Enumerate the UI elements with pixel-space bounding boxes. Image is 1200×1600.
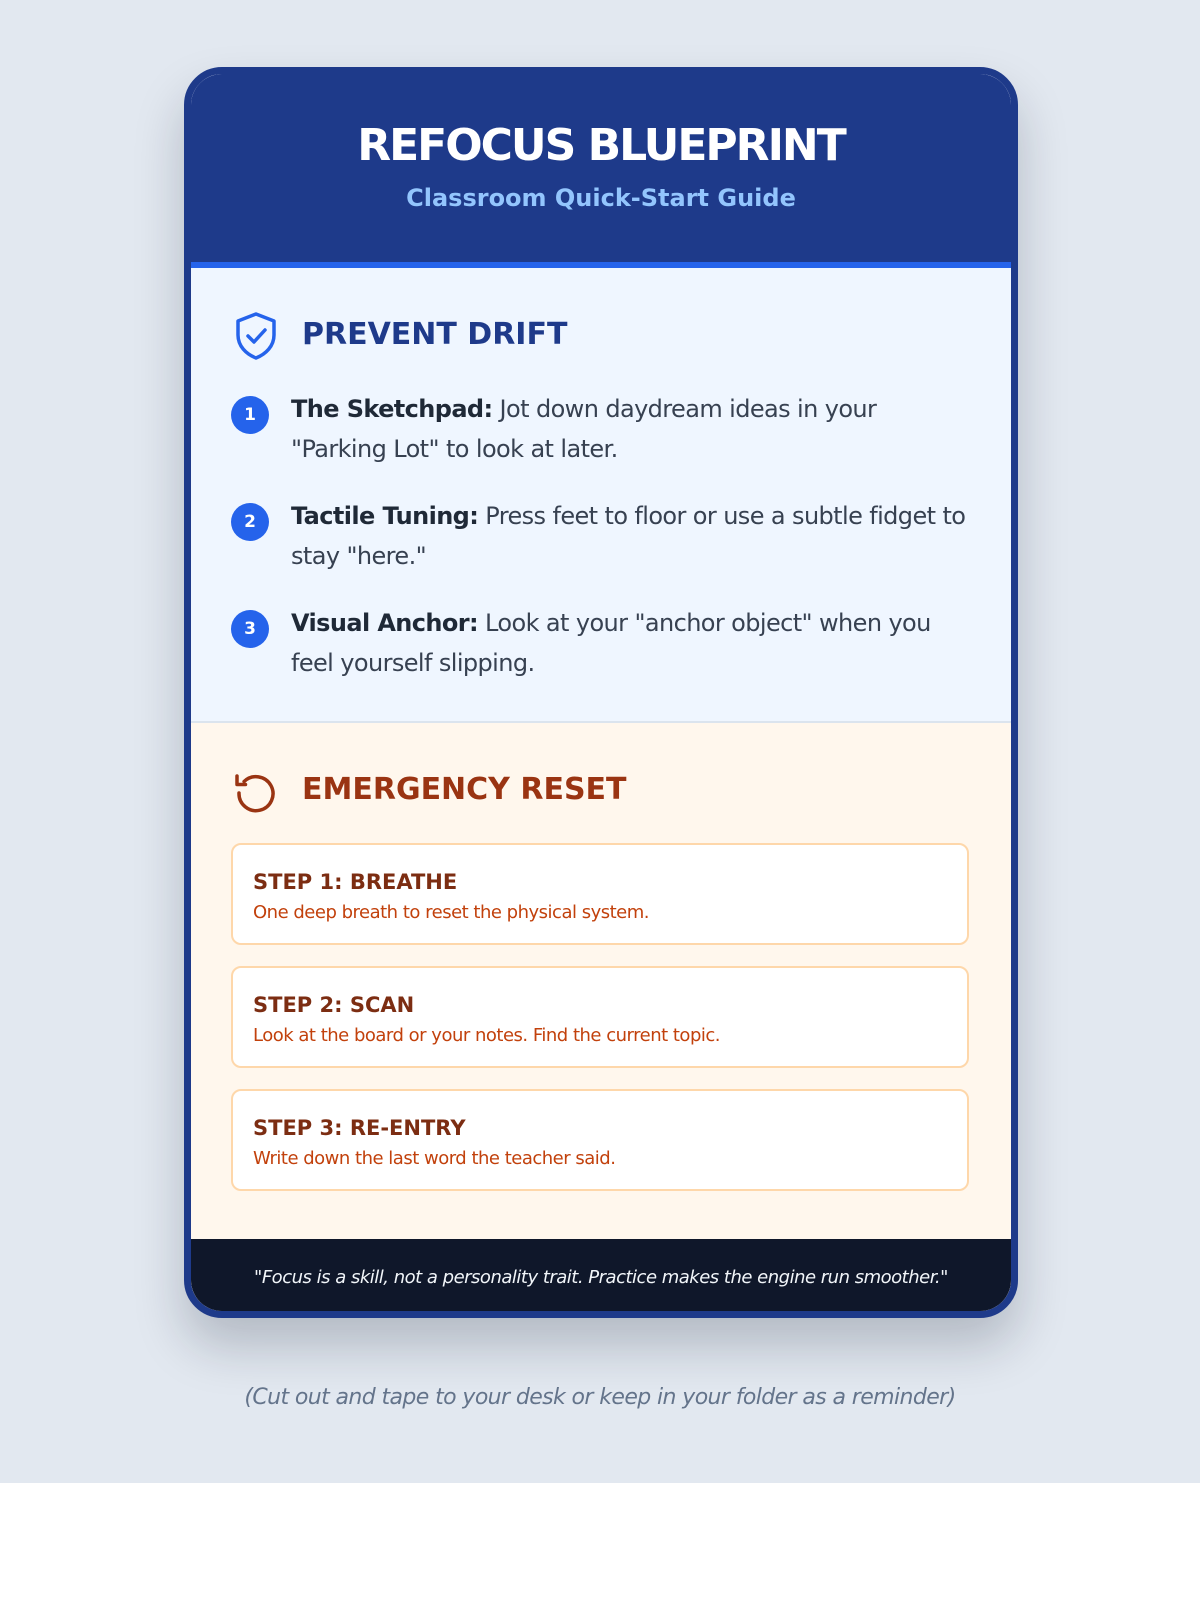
tip-label: Tactile Tuning: <box>291 502 479 530</box>
footer-quote: "Focus is a skill, not a personality trait. Practice makes the engine run smoother." <box>254 1267 948 1288</box>
card-footer <box>191 1239 1011 1318</box>
reset-step-card <box>231 843 969 945</box>
refocus-card <box>184 67 1018 1318</box>
rotate-ccw-icon <box>231 765 281 817</box>
step-title: STEP 2: SCAN <box>253 993 415 1017</box>
card-title: REFOCUS BLUEPRINT <box>357 120 845 171</box>
reset-step-card <box>231 966 969 1068</box>
prevent-drift-title: PREVENT DRIFT <box>302 317 568 352</box>
reset-step-card <box>231 1089 969 1191</box>
tip-label: The Sketchpad: <box>291 395 493 423</box>
tip-number-badge: 1 <box>231 396 269 434</box>
tip-text <box>291 603 977 683</box>
tip-number-badge: 2 <box>231 503 269 541</box>
tip-text <box>291 496 977 576</box>
tip-description: Press feet to floor or use a subtle fidget to stay "here." <box>291 502 966 570</box>
step-description: One deep breath to reset the physical system. <box>253 902 649 923</box>
step-description: Look at the board or your notes. Find the current topic. <box>253 1025 720 1046</box>
prevent-drift-section <box>191 268 1011 723</box>
tip-label: Visual Anchor: <box>291 609 479 637</box>
step-title: STEP 3: RE-ENTRY <box>253 1116 466 1140</box>
tip-text <box>291 389 977 469</box>
cutout-caption: (Cut out and tape to your desk or keep in your folder as a reminder) <box>244 1385 956 1410</box>
card-subtitle: Classroom Quick-Start Guide <box>406 184 796 212</box>
step-description: Write down the last word the teacher said. <box>253 1148 616 1169</box>
emergency-reset-title: EMERGENCY RESET <box>302 772 627 807</box>
emergency-reset-section <box>191 723 1011 1303</box>
card-header <box>191 74 1011 268</box>
tip-number-badge: 3 <box>231 610 269 648</box>
tip-description: Jot down daydream ideas in your "Parking Lot" to look at later. <box>291 395 877 463</box>
tip-description: Look at your "anchor object" when you feel yourself slipping. <box>291 609 931 677</box>
shield-check-icon <box>231 310 281 362</box>
step-title: STEP 1: BREATHE <box>253 870 458 894</box>
